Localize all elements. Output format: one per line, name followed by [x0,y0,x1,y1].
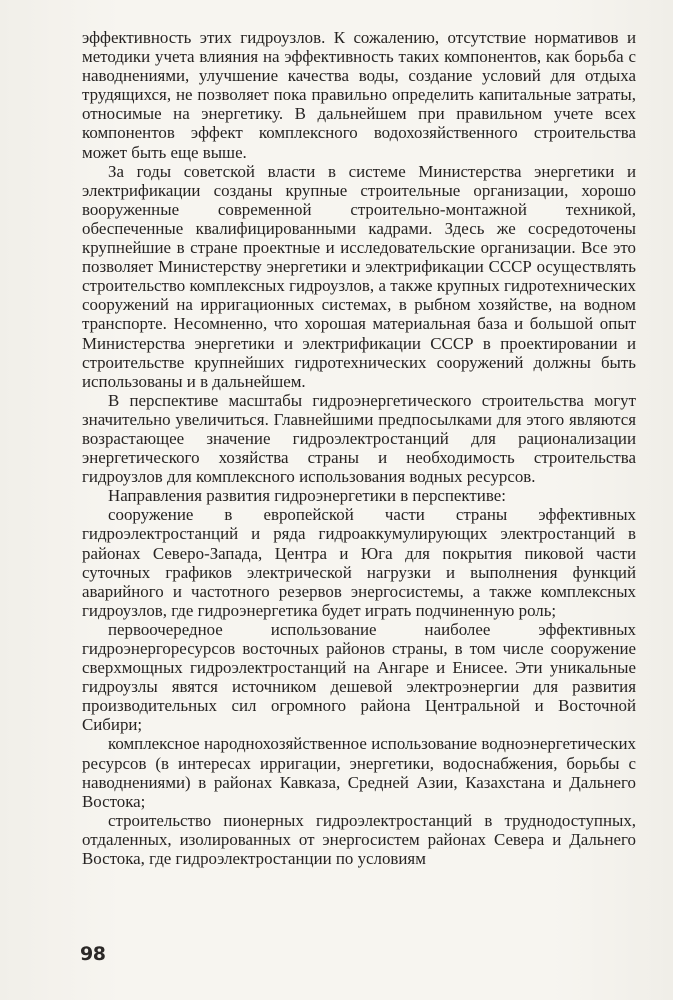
paragraph-4: Направления развития гидроэнергетики в перспективе: [108,486,506,506]
paragraph-1: эффективность этих гидроузлов. К сожалению, отсутствие нормативов и методики учета влияния на эффективность таких компонентов, как борьба с наводнениями, улучшение качества воды, создание условий для отдыха трудящихся, не позволяет пока правильно определить капитальные затраты, относимые на энергетику. В дальнейшем при правильном учете всех компонентов эффект комплексного водохозяйственного строительства может быть еще выше. [82,28,636,162]
page-number: 98 [80,943,106,965]
body-text [82,28,636,868]
paragraph-7: комплексное народнохозяйственное использование водноэнергетических ресурсов (в интересах ирригации, энергетики, водоснабжения, борьбы с наводнениями) в районах Кавказа, Средней Азии, Казахстана и Дальнего Востока; [82,734,636,811]
paragraph-6: первоочередное использование наиболее эффективных гидроэнергоресурсов восточных районов страны, в том числе сооружение сверхмощных гидроэлектростанций на Ангаре и Енисее. Эти уникальные гидроузлы явятся источником дешевой электроэнергии для развития производительных сил огромного района Центральной и Восточной Сибири; [82,619,636,735]
paragraph-3: В перспективе масштабы гидроэнергетического строительства могут значительно увеличиться. Главнейшими предпосылками для этого являются возрастающее значение гидроэлектростанций для рационализации энергетического хозяйства страны и необходимость строительства гидроузлов для комплексного использования водных ресурсов. [82,390,636,487]
paragraph-5: сооружение в европейской части страны эффективных гидроэлектростанций и ряда гидроаккумулирующих электростанций в районах Северо-Запада, Центра и Юга для покрытия пиковой части суточных графиков электрической нагрузки и выполнения функций аварийного и частотного резервов энергосистемы, а также комплексных гидроузлов, где гидроэнергетика будет играть подчиненную роль; [82,505,636,620]
paragraph-8: строительство пионерных гидроэлектростанций в труднодоступных, отдаленных, изолированных от энергосистем районах Севера и Дальнего Востока, где гидроэлектростанции по условиям [82,810,636,869]
paragraph-2: За годы советской власти в системе Министерства энергетики и электрификации созданы крупные строительные организации, хорошо вооруженные современной строительно-монтажной техникой, обеспеченные квалифицированными кадрами. Здесь же сосредоточены крупнейшие в стране проектные и исследовательские организации. Все это позволяет Министерству энергетики и электрификации СССР осуществлять строительство комплексных гидроузлов, а также крупных гидротехнических сооружений на ирригационных системах, в рыбном хозяйстве, на водном транспорте. Несомненно, что хорошая материальная база и большой опыт Министерства энергетики и электрификации СССР в проектировании и строительстве крупнейших гидротехнических сооружений должны быть использованы и в дальнейшем. [82,161,636,391]
